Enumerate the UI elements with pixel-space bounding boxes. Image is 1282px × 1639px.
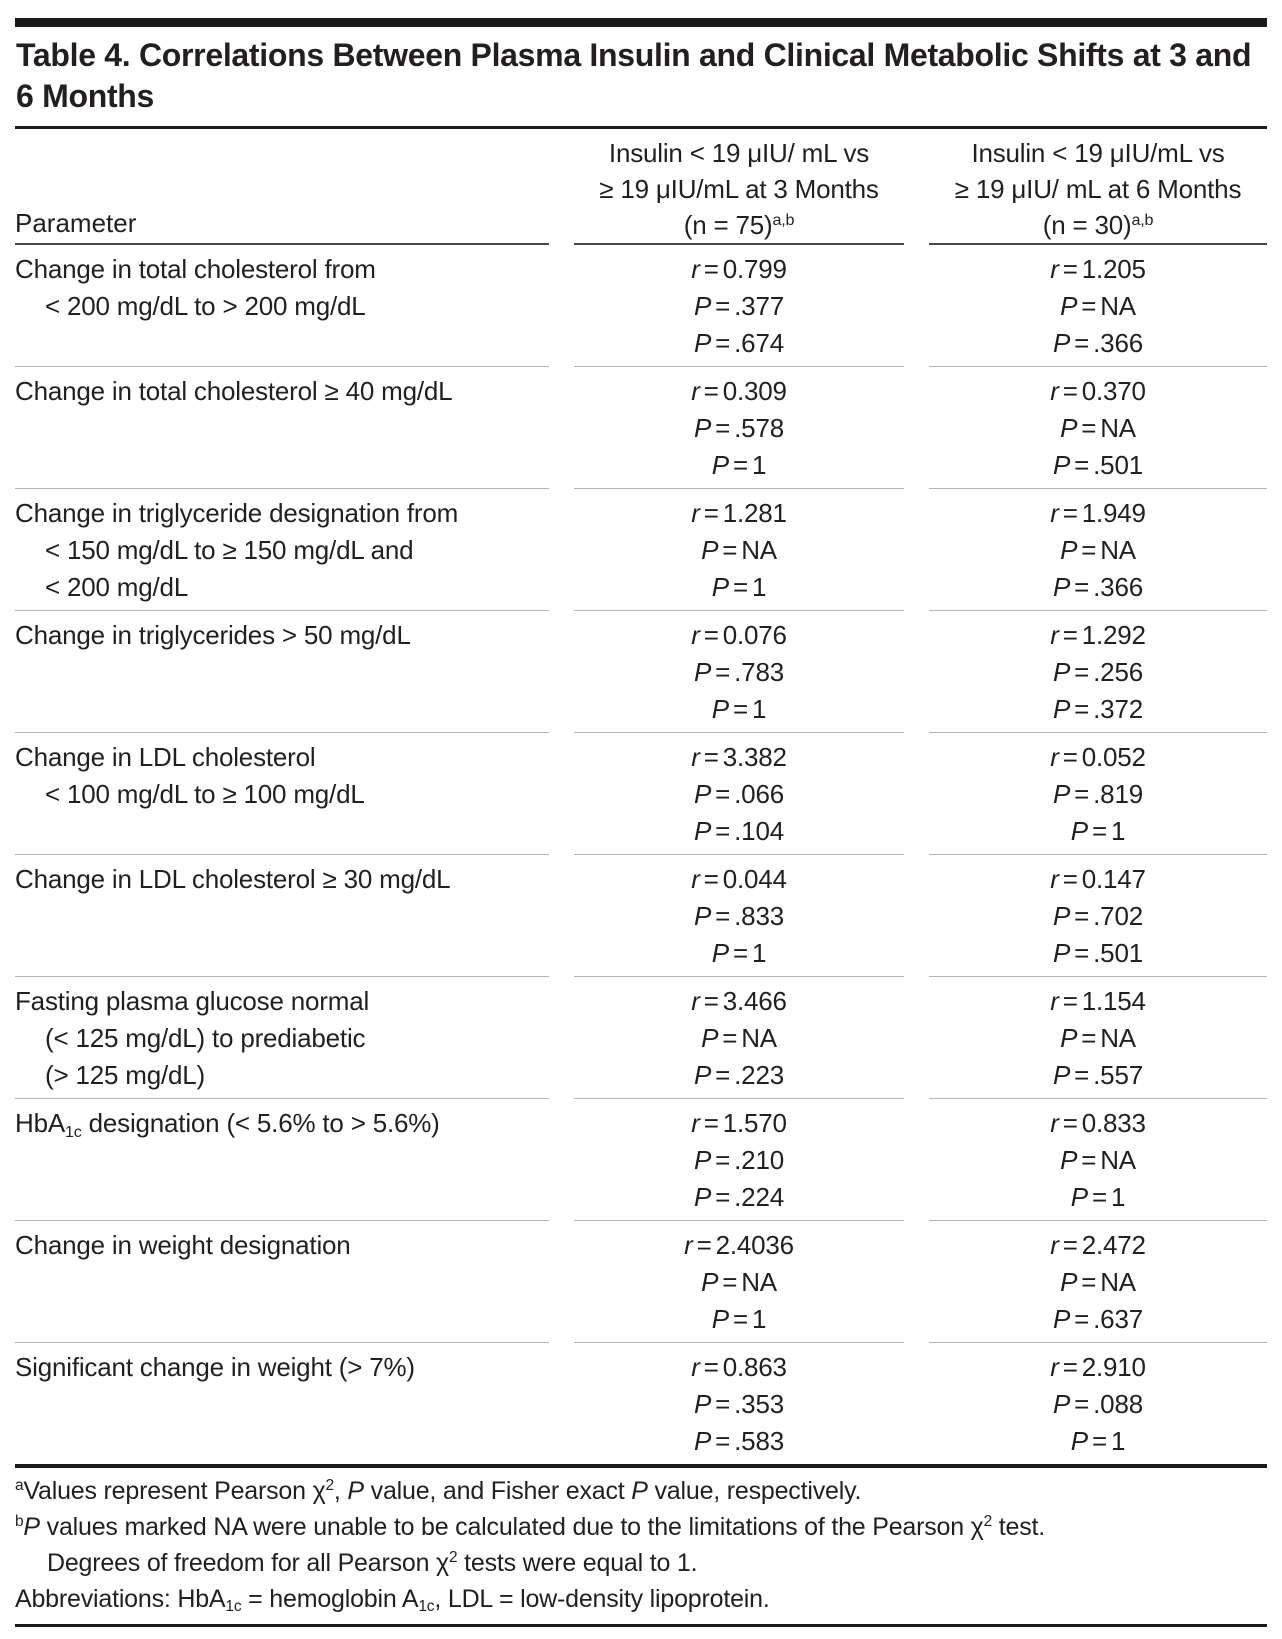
statistic-value: .501 xyxy=(1093,450,1143,480)
statistic-value: .088 xyxy=(1093,1389,1143,1419)
statistic-symbol: P xyxy=(694,1426,712,1456)
statistic-symbol: r xyxy=(691,498,700,528)
value-line: P = .377 xyxy=(694,291,784,321)
column-header-3-months xyxy=(574,129,904,243)
value-cell-3-months xyxy=(574,854,904,976)
statistic-value: 1.570 xyxy=(722,1108,787,1138)
statistic-value: .501 xyxy=(1093,938,1143,968)
parameter-cell xyxy=(15,1342,549,1464)
footnote-marker: a,b xyxy=(1131,211,1154,230)
value-line: r = 2.4036 xyxy=(684,1230,794,1260)
footnote-line: $^a$Values represent Pearson $\chi^2$, P value, and Fisher exact P value, respectively. xyxy=(15,1477,862,1505)
value-line: P = .104 xyxy=(694,816,784,846)
value-cell-6-months xyxy=(929,976,1267,1098)
value-line: P = .819 xyxy=(1053,779,1143,809)
header-line: ≥ 19 μIU/mL at 3 Months xyxy=(599,174,879,204)
value-line: P = .702 xyxy=(1053,901,1143,931)
statistic-value: NA xyxy=(741,1267,777,1297)
statistic-symbol: P xyxy=(1053,1389,1071,1419)
top-rule xyxy=(15,18,1267,27)
value-cell-3-months xyxy=(574,1220,904,1342)
value-cell-6-months xyxy=(929,732,1267,854)
value-line: r = 0.076 xyxy=(691,620,787,650)
value-line: P = .224 xyxy=(694,1182,784,1212)
statistic-value: 1.154 xyxy=(1081,986,1146,1016)
statistic-symbol: P xyxy=(1060,1267,1078,1297)
statistic-symbol: r xyxy=(684,1230,693,1260)
value-line: P = NA xyxy=(1060,1267,1136,1297)
parameter-line: Change in LDL cholesterol ≥ 30 mg/dL xyxy=(15,864,451,894)
statistic-value: 1 xyxy=(1110,1182,1126,1212)
parameter-line: Change in total cholesterol ≥ 40 mg/dL xyxy=(15,376,453,406)
statistic-value: .366 xyxy=(1093,572,1143,602)
footnote-marker: a,b xyxy=(772,211,795,230)
value-cell-6-months xyxy=(929,1342,1267,1464)
statistic-symbol: P xyxy=(1053,779,1071,809)
value-line: P = .066 xyxy=(694,779,784,809)
parameter-line: Change in triglycerides > 50 mg/dL xyxy=(15,620,411,650)
statistic-symbol: P xyxy=(1070,1182,1088,1212)
statistic-value: .833 xyxy=(734,901,784,931)
value-line: P = .372 xyxy=(1053,694,1143,724)
footnote-line: Degrees of freedom for all Pearson $\chi^2$ tests were equal to 1. xyxy=(47,1549,698,1577)
statistic-value: .637 xyxy=(1093,1304,1143,1334)
value-cell-6-months xyxy=(929,854,1267,976)
value-line: P = .637 xyxy=(1053,1304,1143,1334)
statistic-value: 1 xyxy=(751,450,767,480)
statistic-symbol: P xyxy=(711,572,729,602)
statistic-value: NA xyxy=(1100,1267,1136,1297)
statistic-value: NA xyxy=(1100,1023,1136,1053)
statistic-value: .256 xyxy=(1093,657,1143,687)
parameter-cell xyxy=(15,1220,549,1342)
value-line: P = .223 xyxy=(694,1060,784,1090)
footnote-line: Abbreviations: HbA1c = hemoglobin A1c, LDL = low-density lipoprotein. xyxy=(15,1585,770,1616)
statistic-symbol: P xyxy=(701,1023,719,1053)
statistic-value: .210 xyxy=(734,1145,784,1175)
table-row xyxy=(15,1098,1267,1220)
statistic-symbol: P xyxy=(694,328,712,358)
parameter-cell xyxy=(15,732,549,854)
parameter-line: Significant change in weight (> 7%) xyxy=(15,1352,415,1382)
value-line: P = 1 xyxy=(1070,1426,1126,1456)
statistic-value: NA xyxy=(1100,413,1136,443)
statistic-value: NA xyxy=(1100,291,1136,321)
statistic-symbol: P xyxy=(711,938,729,968)
value-cell-6-months xyxy=(929,366,1267,488)
statistic-value: 0.309 xyxy=(722,376,787,406)
value-line: P = 1 xyxy=(711,1304,767,1334)
statistic-symbol: P xyxy=(701,535,719,565)
value-line: r = 0.052 xyxy=(1050,742,1146,772)
value-line: r = 0.147 xyxy=(1050,864,1146,894)
value-line: r = 0.309 xyxy=(691,376,787,406)
statistic-value: .366 xyxy=(1093,328,1143,358)
value-line: r = 0.833 xyxy=(1050,1108,1146,1138)
statistic-value: 3.382 xyxy=(722,742,787,772)
value-line: P = .366 xyxy=(1053,572,1143,602)
parameter-cell xyxy=(15,854,549,976)
statistic-symbol: r xyxy=(691,986,700,1016)
statistic-value: 0.044 xyxy=(722,864,787,894)
statistic-symbol: P xyxy=(694,1060,712,1090)
parameter-line: Change in triglyceride designation from xyxy=(15,498,459,528)
statistic-value: 1.949 xyxy=(1081,498,1146,528)
statistic-symbol: P xyxy=(711,694,729,724)
parameter-cell xyxy=(15,1098,549,1220)
value-cell-6-months xyxy=(929,488,1267,610)
statistic-symbol: r xyxy=(691,1352,700,1382)
parameter-cell xyxy=(15,488,549,610)
statistic-symbol: P xyxy=(1053,938,1071,968)
statistic-symbol: P xyxy=(694,291,712,321)
statistic-value: .819 xyxy=(1093,779,1143,809)
statistic-value: .377 xyxy=(734,291,784,321)
statistic-value: 0.799 xyxy=(722,254,787,284)
value-line: P = .210 xyxy=(694,1145,784,1175)
parameter-line: HbA1c designation (< 5.6% to > 5.6%) xyxy=(15,1108,440,1141)
table-row xyxy=(15,732,1267,854)
table-title: Table 4. Correlations Between Plasma Insulin and Clinical Metabolic Shifts at 3 and 6 Months xyxy=(16,37,1252,114)
table-row xyxy=(15,854,1267,976)
value-line: P = .501 xyxy=(1053,450,1143,480)
statistic-value: 1.281 xyxy=(722,498,787,528)
statistic-value: NA xyxy=(741,535,777,565)
table-row xyxy=(15,366,1267,488)
table-body xyxy=(15,243,1267,1464)
parameter-cell xyxy=(15,610,549,732)
statistic-symbol: r xyxy=(1050,986,1059,1016)
value-line: r = 0.370 xyxy=(1050,376,1146,406)
value-cell-3-months xyxy=(574,732,904,854)
statistic-symbol: P xyxy=(1053,657,1071,687)
header-line: ≥ 19 μIU/ mL at 6 Months xyxy=(954,174,1242,204)
value-cell-3-months xyxy=(574,366,904,488)
statistic-value: 0.863 xyxy=(722,1352,787,1382)
value-line: r = 3.466 xyxy=(691,986,787,1016)
statistic-value: 1.292 xyxy=(1081,620,1146,650)
value-line: P = 1 xyxy=(711,938,767,968)
statistic-value: 1 xyxy=(751,572,767,602)
statistic-value: .783 xyxy=(734,657,784,687)
value-line: r = 1.570 xyxy=(691,1108,787,1138)
column-header-parameter: Parameter xyxy=(15,208,137,238)
parameter-line: Change in weight designation xyxy=(15,1230,351,1260)
statistic-symbol: r xyxy=(1050,864,1059,894)
value-line: r = 2.472 xyxy=(1050,1230,1146,1260)
statistic-value: 1 xyxy=(751,938,767,968)
parameter-line: < 150 mg/dL to ≥ 150 mg/dL and xyxy=(45,535,414,565)
statistic-symbol: P xyxy=(1060,413,1078,443)
statistic-value: NA xyxy=(1100,535,1136,565)
statistic-value: 2.472 xyxy=(1081,1230,1146,1260)
table-row xyxy=(15,488,1267,610)
statistic-value: 0.370 xyxy=(1081,376,1146,406)
value-line: r = 1.154 xyxy=(1050,986,1146,1016)
value-line: P = .353 xyxy=(694,1389,784,1419)
statistic-value: NA xyxy=(741,1023,777,1053)
parameter-cell xyxy=(15,976,549,1098)
statistic-symbol: P xyxy=(694,779,712,809)
statistic-symbol: P xyxy=(1060,1145,1078,1175)
statistic-symbol: P xyxy=(711,450,729,480)
header-line: (n = 75)$^{a,b}$ xyxy=(683,210,795,240)
value-line: r = 1.205 xyxy=(1050,254,1146,284)
value-cell-3-months xyxy=(574,1342,904,1464)
statistic-symbol: P xyxy=(1053,1060,1071,1090)
value-line: P = NA xyxy=(701,535,777,565)
statistic-value: 1 xyxy=(751,1304,767,1334)
statistic-value: .674 xyxy=(734,328,784,358)
value-line: P = 1 xyxy=(1070,816,1126,846)
statistic-symbol: P xyxy=(1060,535,1078,565)
value-line: r = 0.799 xyxy=(691,254,787,284)
statistic-value: 1 xyxy=(1110,816,1126,846)
value-line: r = 0.044 xyxy=(691,864,787,894)
statistic-value: 3.466 xyxy=(722,986,787,1016)
statistic-symbol: P xyxy=(1060,1023,1078,1053)
statistic-symbol: r xyxy=(691,864,700,894)
statistic-symbol: P xyxy=(694,413,712,443)
statistic-symbol: P xyxy=(1053,694,1071,724)
value-cell-6-months xyxy=(929,1098,1267,1220)
statistic-symbol: r xyxy=(1050,1352,1059,1382)
statistic-symbol: P xyxy=(1070,816,1088,846)
table-row xyxy=(15,976,1267,1098)
parameter-line: < 200 mg/dL xyxy=(45,572,189,602)
header-line: Insulin < 19 μIU/ mL vs xyxy=(608,138,870,168)
parameter-cell xyxy=(15,243,549,366)
statistic-value: 0.147 xyxy=(1081,864,1146,894)
statistic-symbol: r xyxy=(1050,620,1059,650)
statistic-value: 0.076 xyxy=(722,620,787,650)
value-line: P = 1 xyxy=(711,694,767,724)
statistic-value: 0.833 xyxy=(1081,1108,1146,1138)
value-line: P = .833 xyxy=(694,901,784,931)
statistic-value: NA xyxy=(1100,1145,1136,1175)
statistic-symbol: P xyxy=(694,1145,712,1175)
value-line: P = .366 xyxy=(1053,328,1143,358)
statistic-value: .224 xyxy=(734,1182,784,1212)
statistic-value: .702 xyxy=(1093,901,1143,931)
statistic-symbol: r xyxy=(691,1108,700,1138)
statistic-symbol: P xyxy=(1053,450,1071,480)
parameter-line: < 200 mg/dL to > 200 mg/dL xyxy=(45,291,366,321)
value-cell-3-months xyxy=(574,610,904,732)
statistic-value: .578 xyxy=(734,413,784,443)
value-line: P = .578 xyxy=(694,413,784,443)
statistic-symbol: P xyxy=(694,1389,712,1419)
bottom-rule xyxy=(15,1624,1267,1627)
table-row xyxy=(15,243,1267,366)
header-line: (n = 30)$^{a,b}$ xyxy=(1042,210,1154,240)
value-line: P = 1 xyxy=(711,572,767,602)
value-cell-6-months xyxy=(929,243,1267,366)
statistic-symbol: P xyxy=(694,901,712,931)
value-line: P = .088 xyxy=(1053,1389,1143,1419)
statistic-symbol: r xyxy=(691,254,700,284)
value-line: P = NA xyxy=(1060,1145,1136,1175)
statistic-value: 1.205 xyxy=(1081,254,1146,284)
value-line: r = 2.910 xyxy=(1050,1352,1146,1382)
statistic-symbol: P xyxy=(694,816,712,846)
statistic-value: .557 xyxy=(1093,1060,1143,1090)
statistic-value: 1 xyxy=(1110,1426,1126,1456)
parameter-line: (> 125 mg/dL) xyxy=(45,1060,205,1090)
value-cell-3-months xyxy=(574,1098,904,1220)
table-row xyxy=(15,610,1267,732)
value-line: r = 1.292 xyxy=(1050,620,1146,650)
statistic-value: .104 xyxy=(734,816,784,846)
value-line: P = .674 xyxy=(694,328,784,358)
value-line: P = NA xyxy=(1060,535,1136,565)
value-line: r = 3.382 xyxy=(691,742,787,772)
statistic-value: 1 xyxy=(751,694,767,724)
statistic-symbol: P xyxy=(1053,1304,1071,1334)
statistic-symbol: r xyxy=(1050,1230,1059,1260)
value-line: r = 1.281 xyxy=(691,498,787,528)
value-line: P = .557 xyxy=(1053,1060,1143,1090)
value-line: P = NA xyxy=(701,1023,777,1053)
statistic-value: .223 xyxy=(734,1060,784,1090)
statistic-value: 0.052 xyxy=(1081,742,1146,772)
footnotes xyxy=(15,1468,1267,1624)
value-line: P = NA xyxy=(1060,291,1136,321)
value-line: P = .256 xyxy=(1053,657,1143,687)
table-row xyxy=(15,1342,1267,1464)
parameter-line: (< 125 mg/dL) to prediabetic xyxy=(45,1023,366,1053)
statistic-value: .372 xyxy=(1093,694,1143,724)
value-cell-6-months xyxy=(929,610,1267,732)
table-figure xyxy=(0,18,1282,1627)
statistic-symbol: r xyxy=(1050,742,1059,772)
statistic-symbol: P xyxy=(694,657,712,687)
statistic-value: .066 xyxy=(734,779,784,809)
value-cell-6-months xyxy=(929,1220,1267,1342)
statistic-value: 2.4036 xyxy=(715,1230,794,1260)
parameter-cell xyxy=(15,366,549,488)
statistic-symbol: P xyxy=(1060,291,1078,321)
statistic-symbol: r xyxy=(691,620,700,650)
parameter-line: Change in total cholesterol from xyxy=(15,254,376,284)
table-header-row xyxy=(15,129,1267,243)
statistic-symbol: P xyxy=(1053,328,1071,358)
value-cell-3-months xyxy=(574,488,904,610)
statistic-symbol: r xyxy=(1050,498,1059,528)
statistic-symbol: r xyxy=(691,376,700,406)
value-line: P = .783 xyxy=(694,657,784,687)
value-line: P = 1 xyxy=(711,450,767,480)
value-line: P = NA xyxy=(1060,413,1136,443)
statistic-symbol: r xyxy=(691,742,700,772)
statistic-symbol: P xyxy=(1070,1426,1088,1456)
value-line: P = NA xyxy=(701,1267,777,1297)
statistic-value: .583 xyxy=(734,1426,784,1456)
statistic-symbol: r xyxy=(1050,1108,1059,1138)
header-line: Insulin < 19 μIU/mL vs xyxy=(971,138,1225,168)
value-line: r = 0.863 xyxy=(691,1352,787,1382)
statistic-symbol: P xyxy=(1053,572,1071,602)
value-line: P = .583 xyxy=(694,1426,784,1456)
parameter-line: Fasting plasma glucose normal xyxy=(15,986,370,1016)
value-line: P = .501 xyxy=(1053,938,1143,968)
statistic-symbol: r xyxy=(1050,376,1059,406)
statistic-symbol: P xyxy=(701,1267,719,1297)
statistic-symbol: r xyxy=(1050,254,1059,284)
statistic-value: 2.910 xyxy=(1081,1352,1146,1382)
statistic-symbol: P xyxy=(694,1182,712,1212)
footnote-line: $^b$P values marked NA were unable to be calculated due to the limitations of the Pearson $\chi^2$ test. xyxy=(15,1513,1046,1541)
parameter-line: < 100 mg/dL to ≥ 100 mg/dL xyxy=(45,779,365,809)
value-cell-3-months xyxy=(574,976,904,1098)
column-header-6-months xyxy=(929,129,1267,243)
statistic-symbol: P xyxy=(1053,901,1071,931)
value-cell-3-months xyxy=(574,243,904,366)
statistic-symbol: P xyxy=(711,1304,729,1334)
value-line: r = 1.949 xyxy=(1050,498,1146,528)
value-line: P = NA xyxy=(1060,1023,1136,1053)
table-row xyxy=(15,1220,1267,1342)
parameter-line: Change in LDL cholesterol xyxy=(15,742,316,772)
value-line: P = 1 xyxy=(1070,1182,1126,1212)
statistic-value: .353 xyxy=(734,1389,784,1419)
